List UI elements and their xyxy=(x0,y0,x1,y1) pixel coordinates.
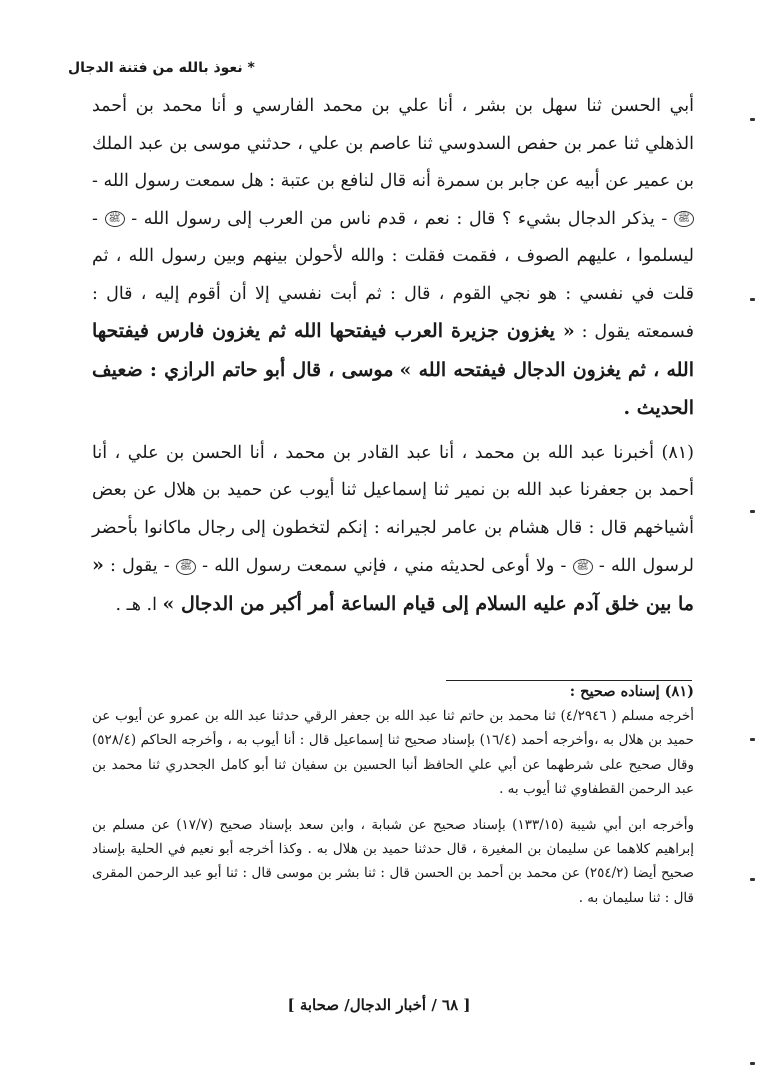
salutation-icon: ﷺ xyxy=(105,211,125,227)
page-footer: [ ٦٨ / أخبار الدجال/ صحابة ] xyxy=(287,996,471,1014)
hadith-81 xyxy=(92,435,694,625)
end-marker: ا. هـ . xyxy=(115,594,157,615)
footnote-paragraph: أخرجه مسلم ( ٤/٢٩٤٦) ثنا محمد بن حاتم ثنا عبد الله بن جعفر الرقي حدثنا عبد الله بن عمرو عن أيوب عن حميد بن هلال به ،وأخرجه أحمد (١٦/٤) بإسناد صحيح ثنا إسماعيل قال : أنا أيوب به ، وأخرجه الحاكم (٥٢٨/٤) وقال صحيح على شرطهما عن أبي علي الحافظ أنبا الحسين بن سفيان ثنا أبو كامل الجحدري ثنا محمد بن عبد الرحمن القطفاوي ثنا أيوب به . xyxy=(92,708,694,797)
text-segment: - ولا أوعى لحديثه مني ، فإني سمعت رسول الله - xyxy=(202,556,567,576)
text-segment: أبي الحسن ثنا سهل بن بشر ، أنا علي بن محمد الفارسي و أنا محمد بن أحمد الذهلي ثنا عمر بن حفص السدوسي ثنا عاصم بن علي ، حدثني موسى بن عبد الملك بن عمير عن أبيه عن جابر بن سمرة أنه قال لنافع بن عتبة : هل سمعت رسول الله - xyxy=(92,96,694,191)
text-segment: (٨١) أخبرنا عبد الله بن محمد ، أنا عبد القادر بن محمد ، أنا الحسن بن علي ، أنا أحمد بن جعفرنا عبد الله بن نمير ثنا إسماعيل ثنا أيوب عن حميد بن هلال عن بعض أشياخهم قال : قال هشام بن عامر لجيرانه : إنكم لتخطون إلى رجال ماكانوا بأحضر لرسول الله - xyxy=(92,442,694,576)
prophetic-quote: « يغزون جزيرة العرب فيفتحها الله ثم يغزون فارس فيفتحها الله ، ثم يغزون الدجال فيفتحه الله » xyxy=(92,320,694,381)
text-segment: - ليسلموا ، عليهم الصوف ، فقمت فقلت : والله لأحولن بينهم وبين رسول الله ، ثم قلت في نفسي : هو نجي القوم ، قال : ثم أبت نفسي إلا أن أقوم إليه ، قال : فسمعته يقول : xyxy=(92,208,694,342)
margin-mark xyxy=(750,298,755,301)
footnote-heading: (٨١) إسناده صحيح : xyxy=(569,683,694,700)
text-segment: - يذكر الدجال بشيء ؟ قال : نعم ، قدم ناس من العرب إلى رسول الله - xyxy=(131,208,668,229)
salutation-icon: ﷺ xyxy=(573,559,593,575)
text-segment: - يقول : xyxy=(110,556,170,576)
footnotes xyxy=(92,680,694,910)
grading-note: موسى ، قال أبو حاتم الرازي : ضعيف الحديث . xyxy=(92,358,694,419)
margin-mark xyxy=(750,738,755,741)
main-text xyxy=(92,88,694,624)
prophetic-quote: « ما بين خلق آدم عليه السلام إلى قيام الساعة أمر أكبر من الدجال » xyxy=(92,554,694,615)
hadith-80-continued xyxy=(92,88,694,429)
running-header: * نعوذ بالله من فتنة الدجال xyxy=(68,60,255,76)
margin-mark xyxy=(750,118,755,121)
margin-mark xyxy=(750,1062,755,1065)
footnote-paragraph: وأخرجه ابن أبي شيبة (١٣٣/١٥) بإسناد صحيح عن شبابة ، وابن سعد بإسناد صحيح (١٧/٧) عن مسلم بن إبراهيم كلاهما عن سليمان بن المغيرة ، قال حدثنا حميد بن هلال به . وكذا أخرجه أبو نعيم في الحلية بإسناد صحيح أيضا (٢٥٤/٢) عن محمد بن أحمد بن الحسن قال : ثنا بشر بن موسى قال : ثنا أبو عبد الرحمن المقرى قال : ثنا سليمان به . xyxy=(92,817,694,906)
margin-mark xyxy=(750,878,755,881)
margin-mark xyxy=(750,510,755,513)
salutation-icon: ﷺ xyxy=(176,559,196,575)
salutation-icon: ﷺ xyxy=(674,211,694,227)
